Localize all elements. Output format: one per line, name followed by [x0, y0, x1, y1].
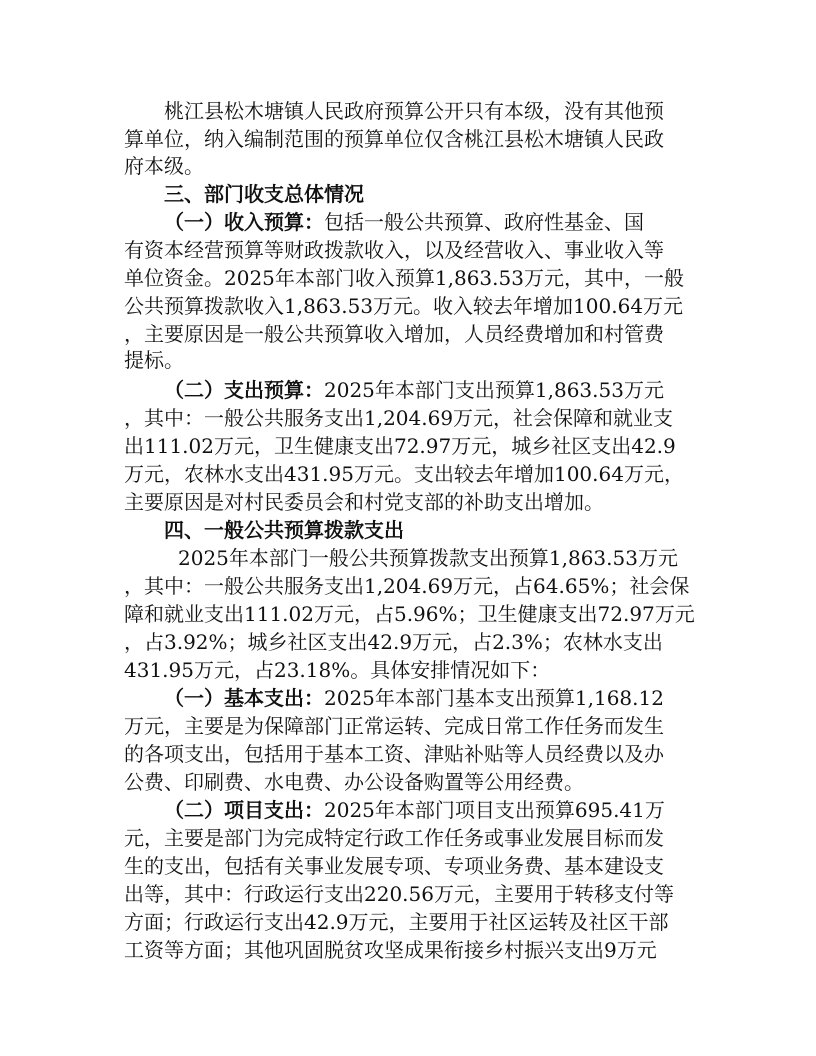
text-line: ，其中：一般公共服务支出1,204.69万元，占64.65%；社会保	[124, 574, 690, 598]
text-line: 工资等方面；其他巩固脱贫攻坚成果衔接乡村振兴支出9万元	[124, 938, 657, 962]
section-heading: 三、部门收支总体情况	[164, 182, 364, 206]
text-line: 出等，其中：行政运行支出220.56万元，主要用于转移支付等	[124, 882, 674, 906]
text-line: （二）支出预算：2025年本部门支出预算1,863.53万元	[164, 378, 664, 402]
text-line: 万元，农林水支出431.95万元。支出较去年增加100.64万元，	[124, 462, 684, 486]
subsection-label: （二）项目支出：	[164, 798, 324, 822]
text-line: 方面；行政运行支出42.9万元，主要用于社区运转及社区干部	[124, 910, 669, 934]
text-line: 公共预算拨款收入1,863.53万元。收入较去年增加100.64万元	[124, 294, 684, 318]
text-line: 公费、印刷费、水电费、办公设备购置等公用经费。	[124, 770, 584, 794]
subsection-label: （二）支出预算：	[164, 378, 324, 402]
text-line: （一）收入预算：包括一般公共预算、政府性基金、国	[164, 210, 644, 234]
text-line: 单位资金。2025年本部门收入预算1,863.53万元，其中，一般	[124, 266, 684, 290]
text-line: 障和就业支出111.02万元，占5.96%；卫生健康支出72.97万元	[124, 602, 695, 626]
subsection-label: （一）基本支出：	[164, 686, 324, 710]
text-line: ，占3.92%；城乡社区支出42.9万元，占2.3%；农林水支出	[124, 630, 663, 654]
text-line: 生的支出，包括有关事业发展专项、专项业务费、基本建设支	[124, 854, 664, 878]
text-line: 出111.02万元，卫生健康支出72.97万元，城乡社区支出42.9	[124, 434, 676, 458]
text-line: 桃江县松木塘镇人民政府预算公开只有本级，没有其他预	[164, 99, 664, 123]
section-heading: 四、一般公共预算拨款支出	[164, 518, 404, 542]
text-line: 府本级。	[124, 154, 204, 178]
text-line: 的各项支出，包括用于基本工资、津贴补贴等人员经费以及办	[124, 742, 664, 766]
text-line: ，其中：一般公共服务支出1,204.69万元，社会保障和就业支	[124, 406, 674, 430]
text-line: 主要原因是对村民委员会和村党支部的补助支出增加。	[124, 490, 604, 514]
text-line: 算单位，纳入编制范围的预算单位仅含桃江县松木塘镇人民政	[124, 127, 664, 151]
text-line: ，主要原因是一般公共预算收入增加，人员经费增加和村管费	[124, 322, 664, 346]
text-line: 2025年本部门一般公共预算拨款支出预算1,863.53万元	[178, 546, 678, 570]
subsection-label: （一）收入预算：	[164, 210, 324, 234]
text-line: （二）项目支出：2025年本部门项目支出预算695.41万	[164, 798, 665, 822]
text-line: 提标。	[124, 348, 184, 372]
text-line: （一）基本支出：2025年本部门基本支出预算1,168.12	[164, 686, 664, 710]
text-line: 431.95万元，占23.18%。具体安排情况如下：	[124, 658, 551, 682]
text-line: 有资本经营预算等财政拨款收入，以及经营收入、事业收入等	[124, 238, 664, 262]
text-line: 万元，主要是为保障部门正常运转、完成日常工作任务而发生	[124, 714, 664, 738]
text-line: 元，主要是部门为完成特定行政工作任务或事业发展目标而发	[124, 826, 664, 850]
